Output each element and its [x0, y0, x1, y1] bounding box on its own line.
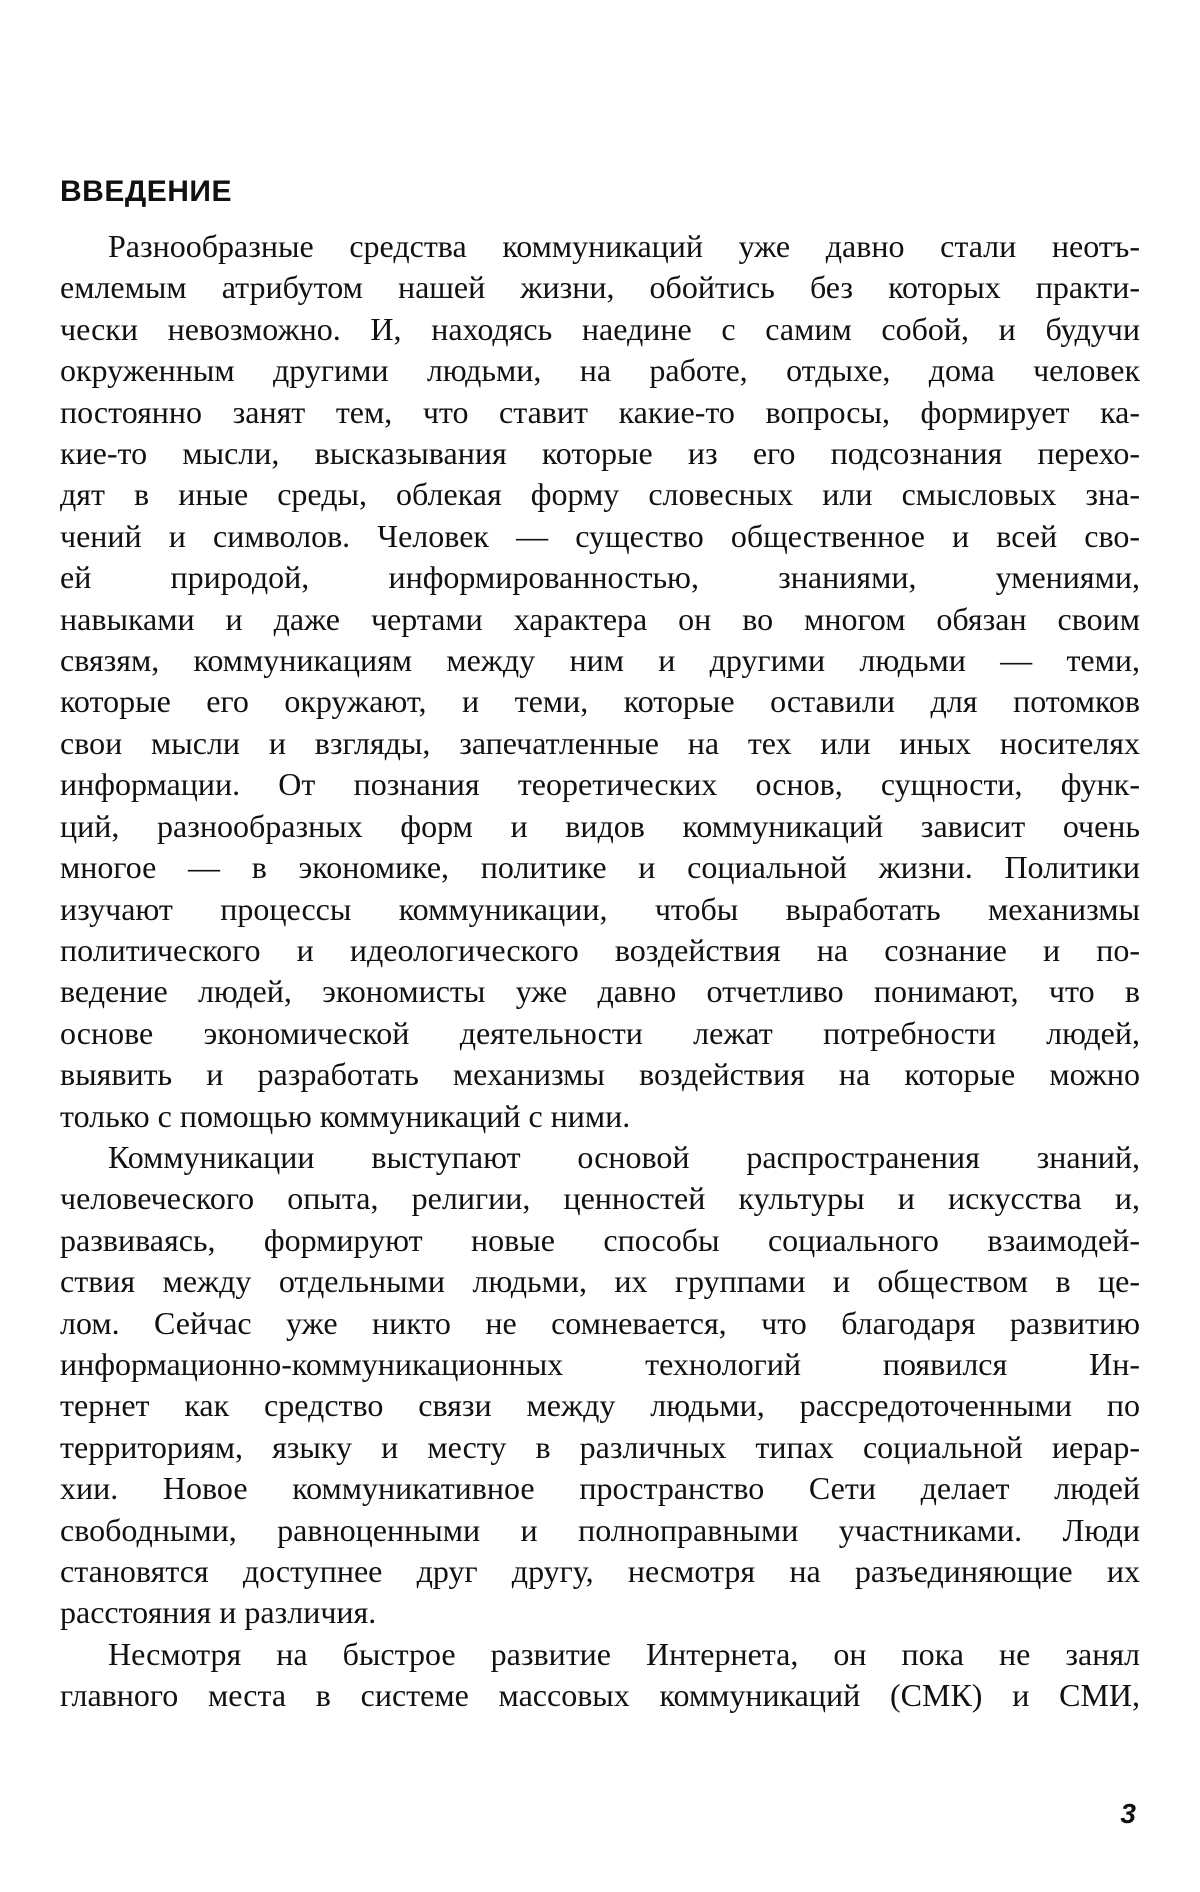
text-line: ей природой, информированностью, знаниями, умениями,	[60, 559, 1140, 596]
text-line: свободными, равноценными и полноправными участниками. Люди	[60, 1511, 1140, 1548]
text-line: изучают процессы коммуникации, чтобы выработать механизмы	[60, 890, 1140, 927]
text-line: информационно-коммуникационных технологий появился Ин-	[60, 1345, 1140, 1382]
text-line: развиваясь, формируют новые способы социального взаимодей-	[60, 1221, 1140, 1258]
text-line: только с помощью коммуникаций с ними.	[60, 1097, 631, 1134]
paragraph-1	[60, 226, 1140, 1137]
page-number: 3	[1120, 1798, 1136, 1829]
text-line: становятся доступнее друг другу, несмотря на разъединяющие их	[60, 1553, 1140, 1589]
text-line: лом. Сейчас уже никто не сомневается, что благодаря развитию	[60, 1304, 1140, 1341]
text-line: Несмотря на быстрое развитие Интернета, он пока не занял	[108, 1635, 1140, 1672]
paragraph-3	[60, 1634, 1140, 1717]
text-line: ведение людей, экономисты уже давно отчетливо понимают, что в	[60, 973, 1140, 1010]
text-line: хии. Новое коммуникативное пространство Сети делает людей	[60, 1470, 1140, 1507]
text-line: территориям, языку и месту в различных типах социальной иерар-	[60, 1428, 1140, 1465]
text-line: информации. От познания теоретических основ, сущности, функ-	[60, 766, 1140, 803]
text-line: емлемым атрибутом нашей жизни, обойтись без которых практи-	[60, 269, 1140, 306]
text-line: ствия между отдельными людьми, их группами и обществом в це-	[60, 1263, 1140, 1300]
text-line: постоянно занят тем, что ставит какие-то вопросы, формирует ка-	[60, 393, 1140, 430]
text-line: многое — в экономике, политике и социальной жизни. Политики	[60, 849, 1140, 886]
text-line: политического и идеологического воздействия на сознание и по-	[60, 931, 1140, 968]
text-line: дят в иные среды, облекая форму словесных или смысловых зна-	[60, 476, 1140, 513]
text-line: расстояния и различия.	[60, 1594, 377, 1631]
text-line: тернет как средство связи между людьми, рассредоточенными по	[60, 1387, 1140, 1424]
text-line: Коммуникации выступают основой распространения знаний,	[108, 1138, 1140, 1175]
text-line: главного места в системе массовых коммуникаций (СМК) и СМИ,	[60, 1677, 1140, 1714]
page-content	[60, 172, 1140, 1717]
text-line: окруженным другими людьми, на работе, отдыхе, дома человек	[60, 352, 1140, 389]
text-line: выявить и разработать механизмы воздействия на которые можно	[60, 1056, 1140, 1093]
paragraph-2	[60, 1137, 1140, 1634]
section-heading: ВВЕДЕНИЕ	[60, 175, 232, 208]
text-line: человеческого опыта, религии, ценностей культуры и искусства и,	[60, 1180, 1140, 1217]
text-line: свои мысли и взгляды, запечатленные на тех или иных носителях	[60, 724, 1140, 761]
text-line: связям, коммуникациям между ним и другими людьми — теми,	[60, 642, 1140, 679]
text-line: ций, разнообразных форм и видов коммуникаций зависит очень	[60, 807, 1140, 844]
text-line: кие-то мысли, высказывания которые из его подсознания перехо-	[60, 435, 1140, 472]
text-line: основе экономической деятельности лежат потребности людей,	[60, 1014, 1140, 1051]
text-line: навыками и даже чертами характера он во многом обязан своим	[60, 600, 1140, 637]
text-line: чений и символов. Человек — существо общественное и всей сво-	[60, 517, 1140, 554]
text-line: которые его окружают, и теми, которые оставили для потомков	[60, 683, 1140, 720]
text-line: чески невозможно. И, находясь наедине с самим собой, и будучи	[60, 310, 1140, 347]
text-line: Разнообразные средства коммуникаций уже давно стали неотъ-	[108, 228, 1140, 264]
